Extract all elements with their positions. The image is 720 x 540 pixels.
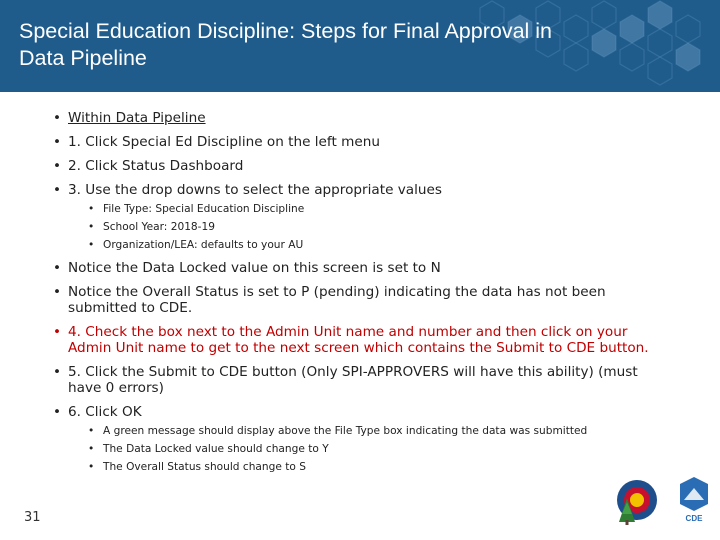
list-item: • Organization/LEA: defaults to your AU xyxy=(88,238,673,252)
list-item: • The Overall Status should change to S xyxy=(88,460,673,474)
bullet-list-top xyxy=(53,110,673,198)
list-item: • 5. Click the Submit to CDE button (Only SPI-APPROVERS will have this ability) (must have 0 errors) xyxy=(53,364,673,396)
slide-title: Special Education Discipline: Steps for Final Approval in Data Pipeline xyxy=(19,19,553,70)
sub-bullet-list-values xyxy=(88,202,673,252)
slide-content xyxy=(53,110,673,482)
list-item: • Notice the Overall Status is set to P (pending) indicating the data has not been submitted to CDE. xyxy=(53,284,673,316)
list-item: • A green message should display above the File Type box indicating the data was submitted xyxy=(88,424,673,438)
cde-logo xyxy=(680,477,708,523)
list-item: • Notice the Data Locked value on this screen is set to N xyxy=(53,260,673,276)
colorado-logo xyxy=(617,480,657,525)
page-number: 31 xyxy=(24,510,41,525)
title-banner xyxy=(0,0,720,92)
list-item: • File Type: Special Education Discipline xyxy=(88,202,673,216)
list-item xyxy=(53,110,673,126)
list-item-highlight: • 4. Check the box next to the Admin Unit name and number and then click on your Admin Unit name to get to the next screen which contains the Submit to CDE button. xyxy=(53,324,673,356)
bullet-heading: Within Data Pipeline xyxy=(68,110,206,126)
bullet-list-mid xyxy=(53,260,673,420)
list-item: • 1. Click Special Ed Discipline on the left menu xyxy=(53,134,673,150)
list-item: • 6. Click OK xyxy=(53,404,673,420)
cde-logo-text: CDE xyxy=(685,514,703,523)
list-item: • The Data Locked value should change to Y xyxy=(88,442,673,456)
list-item: • 3. Use the drop downs to select the appropriate values xyxy=(53,182,673,198)
list-item: • 2. Click Status Dashboard xyxy=(53,158,673,174)
logos xyxy=(610,474,716,526)
list-item: • School Year: 2018-19 xyxy=(88,220,673,234)
sub-bullet-list-results xyxy=(88,424,673,474)
